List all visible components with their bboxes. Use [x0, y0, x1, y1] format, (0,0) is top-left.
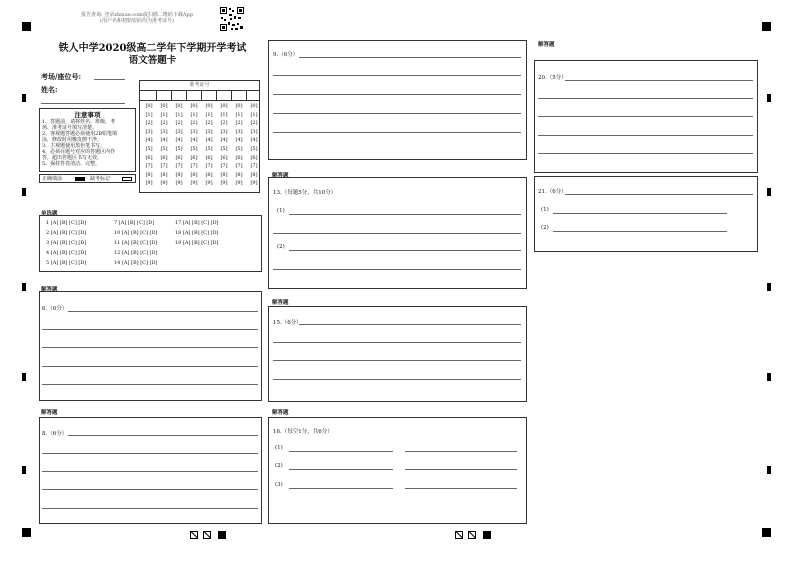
notes-line: 答，超出答题区书写无效。	[42, 155, 103, 161]
section-label-q6: 解答题	[41, 287, 58, 293]
admission-digit-bubble[interactable]: [0]	[250, 103, 258, 109]
answer-line[interactable]	[42, 508, 258, 509]
absent-mark-checkbox[interactable]	[122, 177, 132, 181]
admission-digit-bubble[interactable]: [6]	[235, 154, 243, 161]
answer-line[interactable]	[42, 453, 258, 454]
admission-digit-bubble[interactable]: [8]	[175, 171, 183, 178]
single-choice-box	[39, 215, 262, 272]
page-marker-slash	[190, 531, 198, 539]
q15-box	[268, 306, 527, 402]
choice-question[interactable]: 10 [A] [B] [C] [D]	[114, 230, 158, 236]
admission-digit-bubble[interactable]: [9]	[160, 180, 168, 187]
q16-label: 16.（每空1分，共6分）	[273, 429, 333, 435]
answer-line[interactable]	[42, 471, 258, 472]
admission-digit-bubble[interactable]: [4]	[175, 137, 183, 144]
corner-mark-top-right	[762, 22, 771, 31]
answer-line[interactable]	[42, 366, 258, 367]
admission-column-divider	[246, 91, 247, 101]
qr-code	[219, 6, 245, 32]
side-mark	[22, 283, 26, 291]
admission-column-divider	[156, 91, 157, 101]
admission-digit-column	[232, 102, 246, 188]
answer-line[interactable]	[553, 231, 727, 232]
q16-box	[268, 417, 527, 524]
answer-line[interactable]	[273, 233, 521, 234]
admission-digit-bubble[interactable]: [9]	[175, 180, 183, 187]
admission-digit-bubble[interactable]: [1]	[160, 111, 168, 118]
q16-part2-label: (2)	[275, 463, 283, 469]
answer-line[interactable]	[289, 451, 393, 452]
answer-line[interactable]	[42, 347, 258, 348]
notes-box	[39, 108, 136, 172]
notes-line: 3、主观题使用黑色笔书写。	[42, 143, 106, 149]
choice-question[interactable]: 12 [A] [B] [C] [D]	[114, 250, 158, 256]
side-mark	[767, 188, 771, 196]
admission-digit-bubble[interactable]: [6]	[190, 154, 198, 161]
answer-line[interactable]	[273, 132, 521, 133]
admission-digit-bubble[interactable]: [5]	[145, 145, 153, 152]
answer-line[interactable]	[405, 469, 517, 470]
corner-mark-bottom-right	[762, 528, 771, 537]
admission-column-divider	[171, 91, 172, 101]
correct-fill-sample	[75, 177, 85, 181]
q13-part2-label: (2)	[277, 244, 285, 250]
q9-box	[268, 40, 527, 160]
q16-part3-label: (3)	[275, 482, 283, 488]
notes-line: 4、必须在题号对应的答题区内作	[42, 149, 116, 155]
side-mark	[767, 283, 771, 291]
side-mark	[22, 94, 26, 102]
admission-digit-bubble[interactable]: [3]	[205, 128, 213, 135]
admission-digit-bubble[interactable]: [4]	[220, 137, 228, 144]
admission-column-divider	[231, 91, 232, 101]
admission-digit-bubble[interactable]: [6]	[145, 154, 153, 161]
exam-seat-label: 考场/座位号:	[41, 72, 82, 81]
choice-question[interactable]: 19 [A] [B] [C] [D]	[175, 240, 219, 246]
admission-digit-bubble[interactable]: [3]	[235, 128, 243, 135]
admission-digit-bubble[interactable]: [1]	[175, 111, 183, 118]
choice-question[interactable]: 4 [A] [B] [C] [D]	[46, 250, 87, 256]
q8-label: 8.（6分）	[42, 431, 68, 437]
notes-line: 2、客观题答题必须使用2B铅笔填	[42, 131, 118, 137]
admission-digit-bubble[interactable]: [9]	[220, 180, 228, 187]
admission-digit-bubble[interactable]: [7]	[235, 163, 243, 170]
admission-digit-bubble[interactable]: [2]	[145, 120, 153, 127]
q9-label: 9.（6分）	[273, 52, 299, 58]
admission-digit-bubble[interactable]: [2]	[190, 120, 198, 127]
admission-digit-bubble[interactable]: [2]	[220, 120, 228, 127]
admission-digit-bubble[interactable]: [3]	[175, 128, 183, 135]
answer-line[interactable]	[299, 57, 521, 58]
fill-example-box	[39, 174, 136, 183]
q20-box	[534, 60, 758, 173]
admission-digit-bubble[interactable]: [6]	[205, 154, 213, 161]
section-label-q15: 解答题	[272, 300, 289, 306]
admission-digit-bubble[interactable]: [0]	[205, 103, 213, 109]
q13-box	[268, 177, 527, 289]
q6-box	[39, 291, 262, 401]
admission-digit-bubble[interactable]: [9]	[235, 180, 243, 187]
admission-digit-bubble[interactable]: [4]	[160, 137, 168, 144]
answer-line[interactable]	[405, 488, 517, 489]
corner-mark-bottom-left	[22, 528, 31, 537]
side-mark	[767, 373, 771, 381]
notes-line: 5、保持答卷清洁、完整。	[42, 161, 101, 167]
corner-mark-top-left	[22, 22, 31, 31]
admission-digit-bubble[interactable]: [1]	[250, 111, 258, 118]
section-label-q16: 解答题	[272, 410, 289, 416]
admission-digit-column	[202, 102, 216, 188]
admission-digit-bubble[interactable]: [5]	[190, 145, 198, 152]
choice-question[interactable]: 3 [A] [B] [C] [D]	[46, 240, 87, 246]
report-notice	[62, 12, 212, 24]
choice-question[interactable]: 17 [A] [B] [C] [D]	[175, 220, 219, 226]
admission-digit-bubble[interactable]: [8]	[160, 171, 168, 178]
page-marker-slash	[468, 531, 476, 539]
admission-digit-bubble[interactable]: [3]	[145, 128, 153, 135]
admission-digit-bubble[interactable]: [7]	[250, 163, 258, 170]
section-label-q20: 解答题	[538, 42, 555, 48]
admission-digit-column	[247, 102, 261, 188]
q21-box	[534, 176, 758, 252]
notes-list	[40, 119, 135, 167]
admission-digit-bubble[interactable]: [8]	[190, 171, 198, 178]
choice-question[interactable]: 2 [A] [B] [C] [D]	[46, 230, 87, 236]
answer-line[interactable]	[273, 75, 521, 76]
choice-question[interactable]: 14 [A] [B] [C] [D]	[114, 260, 158, 266]
admission-label: 准考证号	[140, 81, 259, 91]
admission-digit-bubble[interactable]: [0]	[145, 103, 153, 109]
answer-line[interactable]	[405, 451, 517, 452]
admission-digit-bubble[interactable]: [6]	[175, 154, 183, 161]
answer-line[interactable]	[289, 469, 393, 470]
admission-digit-column	[217, 102, 231, 188]
section-label-q13: 解答题	[272, 173, 289, 179]
answer-line[interactable]	[42, 384, 258, 385]
admission-digit-bubble[interactable]: [1]	[205, 111, 213, 118]
answer-line[interactable]	[68, 435, 258, 436]
q6-label: 6.（6分）	[42, 306, 68, 312]
page-marker-slash	[203, 531, 211, 539]
admission-digit-column	[172, 102, 186, 188]
notes-line: 1、答题前，请将姓名、班级、考	[42, 119, 116, 125]
admission-digit-bubble[interactable]: [8]	[220, 171, 228, 178]
notes-title: 注意事项	[74, 111, 101, 119]
answer-line[interactable]	[68, 311, 258, 312]
notes-line: 涂，修改时用橡皮擦干净。	[42, 137, 103, 143]
answer-line[interactable]	[538, 116, 753, 117]
admission-digit-bubble[interactable]: [1]	[235, 111, 243, 118]
q13-part1-label: (1)	[277, 208, 285, 214]
notes-line: 场、准考证号填写清楚。	[42, 125, 98, 131]
admission-digit-bubble[interactable]: [9]	[250, 180, 258, 187]
admission-digit-column	[142, 102, 156, 188]
choice-question[interactable]: 18 [A] [B] [C] [D]	[175, 230, 219, 236]
q20-label: 20.（5分）	[538, 75, 567, 81]
name-label: 姓名:	[41, 85, 58, 94]
admission-grid	[139, 80, 260, 193]
admission-digit-bubble[interactable]: [1]	[145, 111, 153, 118]
answer-line[interactable]	[273, 94, 521, 95]
side-mark	[767, 466, 771, 474]
admission-digit-bubble[interactable]: [3]	[190, 128, 198, 135]
q15-label: 15.（6分）	[273, 320, 302, 326]
correct-fill-label: 正确填涂	[42, 176, 63, 182]
name-field[interactable]	[41, 103, 125, 104]
admission-digit-bubble[interactable]: [6]	[250, 154, 258, 161]
admission-write-row[interactable]	[140, 91, 259, 101]
q21-part1-label: (1)	[541, 207, 549, 213]
absent-mark-label: 缺考标记	[90, 176, 111, 182]
q21-part2-label: (2)	[541, 225, 549, 231]
admission-digit-bubble[interactable]: [1]	[220, 111, 228, 118]
admission-digit-bubble[interactable]: [0]	[190, 103, 198, 109]
admission-digit-bubble[interactable]: [5]	[235, 145, 243, 152]
admission-digit-bubble[interactable]: [2]	[160, 120, 168, 127]
answer-line[interactable]	[299, 324, 521, 325]
admission-digit-bubble[interactable]: [4]	[235, 137, 243, 144]
admission-digit-bubble[interactable]: [8]	[205, 171, 213, 178]
admission-digit-bubble[interactable]: [0]	[175, 103, 183, 109]
admission-column-divider	[216, 91, 217, 101]
answer-line[interactable]	[553, 213, 727, 214]
q8-box	[39, 417, 262, 524]
admission-digit-bubble[interactable]: [5]	[220, 145, 228, 152]
page-subtitle: 语文答题卡	[128, 55, 177, 66]
choice-question[interactable]: 5 [A] [B] [C] [D]	[46, 260, 87, 266]
admission-digit-bubble[interactable]: [7]	[205, 163, 213, 170]
side-mark	[22, 466, 26, 474]
admission-digit-bubble[interactable]: [3]	[250, 128, 258, 135]
admission-digit-bubble[interactable]: [4]	[250, 137, 258, 144]
admission-digit-bubble[interactable]: [5]	[205, 145, 213, 152]
answer-line[interactable]	[42, 329, 258, 330]
answer-line[interactable]	[289, 250, 521, 251]
admission-digit-bubble[interactable]: [4]	[205, 137, 213, 144]
answer-line[interactable]	[273, 342, 521, 343]
page-marker-block	[483, 531, 491, 539]
admission-digit-bubble[interactable]: [5]	[250, 145, 258, 152]
admission-digit-bubble[interactable]: [0]	[220, 103, 228, 109]
admission-column-divider	[186, 91, 187, 101]
section-label-q8: 解答题	[41, 410, 58, 416]
answer-line[interactable]	[273, 269, 521, 270]
choice-question[interactable]: 7 [A] [B] [C] [D]	[114, 220, 155, 226]
admission-digit-bubble[interactable]: [5]	[175, 145, 183, 152]
answer-line[interactable]	[289, 488, 393, 489]
admission-digit-bubble[interactable]: [2]	[235, 120, 243, 127]
admission-digit-bubble[interactable]: [8]	[250, 171, 258, 178]
admission-digit-bubble[interactable]: [7]	[145, 163, 153, 170]
admission-digit-bubble[interactable]: [5]	[160, 145, 168, 152]
admission-digit-bubble[interactable]: [2]	[250, 120, 258, 127]
side-mark	[22, 373, 26, 381]
admission-digit-column	[157, 102, 171, 188]
page-title: 铁人中学2020级高二学年下学期开学考试	[58, 43, 247, 54]
admission-digit-column	[187, 102, 201, 188]
q21-label: 21.（6分）	[538, 189, 567, 195]
answer-line[interactable]	[42, 489, 258, 490]
exam-seat-field[interactable]	[94, 79, 125, 80]
admission-digit-bubble[interactable]: [7]	[175, 163, 183, 170]
page-marker-block	[218, 531, 226, 539]
admission-digit-bubble[interactable]: [2]	[175, 120, 183, 127]
admission-digit-bubble[interactable]: [8]	[145, 171, 153, 178]
page-marker-slash	[455, 531, 463, 539]
admission-digit-bubble[interactable]: [4]	[145, 137, 153, 144]
admission-digit-bubble[interactable]: [8]	[235, 171, 243, 178]
side-mark	[22, 188, 26, 196]
admission-digit-bubble[interactable]: [1]	[190, 111, 198, 118]
side-mark	[767, 94, 771, 102]
admission-digit-bubble[interactable]: [2]	[205, 120, 213, 127]
admission-digit-bubble[interactable]: [3]	[220, 128, 228, 135]
single-choice-label: 单选题	[41, 211, 58, 217]
admission-column-divider	[201, 91, 202, 101]
answer-line[interactable]	[538, 135, 753, 136]
admission-digit-bubble[interactable]: [7]	[160, 163, 168, 170]
choice-question[interactable]: 11 [A] [B] [C] [D]	[114, 240, 158, 246]
admission-digit-bubble[interactable]: [9]	[145, 180, 153, 187]
answer-line[interactable]	[273, 113, 521, 114]
admission-digit-bubble[interactable]: [0]	[160, 103, 168, 109]
q13-label: 13.（每题5分，共10分）	[273, 190, 337, 196]
admission-digit-bubble[interactable]: [9]	[190, 180, 198, 187]
answer-line[interactable]	[273, 379, 521, 380]
report-notice-line1: 报告查询: 登录zhixue.com或扫描二维码下载App	[81, 12, 193, 18]
admission-digit-bubble[interactable]: [6]	[220, 154, 228, 161]
report-notice-line2: (用户名和初始密码均为准考证号)	[100, 18, 174, 24]
q16-part1-label: (1)	[275, 445, 283, 451]
admission-digit-bubble[interactable]: [0]	[235, 103, 243, 109]
admission-digit-bubble[interactable]: [7]	[190, 163, 198, 170]
answer-line[interactable]	[538, 98, 753, 99]
choice-question[interactable]: 1 [A] [B] [C] [D]	[46, 220, 87, 226]
answer-line[interactable]	[565, 194, 753, 195]
admission-digit-bubble[interactable]: [6]	[160, 154, 168, 161]
admission-digit-bubble[interactable]: [9]	[205, 180, 213, 187]
admission-digit-bubble[interactable]: [4]	[190, 137, 198, 144]
answer-line[interactable]	[289, 214, 521, 215]
answer-line[interactable]	[538, 153, 753, 154]
admission-digit-bubble[interactable]: [3]	[160, 128, 168, 135]
admission-digit-bubble[interactable]: [7]	[220, 163, 228, 170]
answer-line[interactable]	[273, 360, 521, 361]
answer-line[interactable]	[565, 80, 753, 81]
